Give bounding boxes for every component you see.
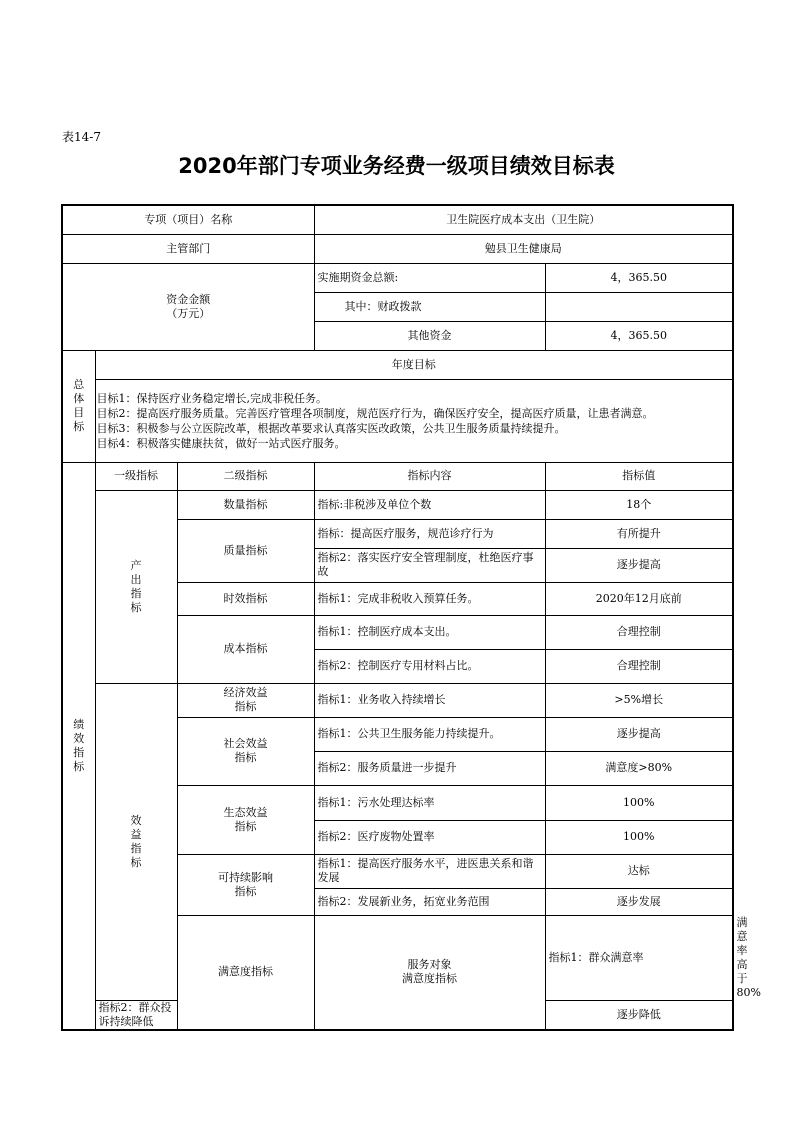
page-title: 2020年部门专项业务经费一级项目绩效目标表 [178,154,615,178]
table-row [62,205,733,234]
indicator-value: 逐步降低 [545,1000,733,1030]
other-funds-label: 其他资金 [314,321,545,350]
header-value: 指标值 [545,462,733,490]
fiscal-funds-label: 其中：财政拨款 [314,292,545,321]
dept-label: 主管部门 [62,234,314,263]
indicator-value: 2020年12月底前 [545,582,733,615]
indicator-value: 满意度>80% [545,751,733,785]
indicator-value: 达标 [545,854,733,888]
indicator-content: 指标1：公共卫生服务能力持续提升。 [314,717,545,751]
indicator-value: 合理控制 [545,615,733,649]
ecological-indicator-label: 生态效益 指标 [177,785,314,854]
indicator-value: 18个 [545,490,733,519]
cost-indicator-label: 成本指标 [177,615,314,683]
indicator-content: 指标:非税涉及单位个数 [314,490,545,519]
satisfaction-indicator-label: 满意度指标 [177,915,314,1030]
fiscal-funds-value [545,292,733,321]
output-indicator-label: 产 出 指 标 [95,490,177,683]
table-row [62,683,733,717]
table-row [62,379,733,462]
overall-goal-side-label: 总 体 目 标 [62,350,95,462]
indicator-content: 指标2：群众投诉持续降低 [95,1000,177,1030]
indicator-value: 有所提升 [545,519,733,548]
indicator-content: 指标1：业务收入持续增长 [314,683,545,717]
goal-4: 目标4：积极落实健康扶贫，做好一站式医疗服务。 [96,436,346,450]
header-content: 指标内容 [314,462,545,490]
indicator-content: 指标1：提高医疗服务水平，进医患关系和谐发展 [314,854,545,888]
indicator-value: 逐步提高 [545,717,733,751]
indicator-value: 合理控制 [545,649,733,683]
economic-indicator-label: 经济效益 指标 [177,683,314,717]
performance-table [61,204,761,1031]
header-level2: 二级指标 [177,462,314,490]
header-level1: 一级指标 [95,462,177,490]
total-funds-label: 实施期资金总额: [314,263,545,292]
indicator-content: 指标1：控制医疗成本支出。 [314,615,545,649]
indicator-content: 指标2：医疗废物处置率 [314,820,545,854]
dept-value: 勉县卫生健康局 [314,234,733,263]
indicator-value: 100% [545,785,733,820]
annual-goals [95,379,733,462]
goal-2: 目标2：提高医疗服务质量。完善医疗管理各项制度，规范医疗行为，确保医疗安全，提高医疗质量，让患者满意。 [96,406,654,420]
other-funds-value: 4，365.50 [545,321,733,350]
goal-1: 目标1：保持医疗业务稳定增长,完成非税任务。 [96,391,327,405]
timeliness-indicator-label: 时效指标 [177,582,314,615]
indicator-value: 逐步发展 [545,888,733,915]
project-name-value: 卫生院医疗成本支出（卫生院） [314,205,733,234]
indicator-value: 逐步提高 [545,548,733,582]
indicator-value: 100% [545,820,733,854]
performance-side-label: 绩 效 指 标 [62,462,95,1030]
quantity-indicator-label: 数量指标 [177,490,314,519]
indicator-content: 指标1：完成非税收入预算任务。 [314,582,545,615]
indicator-content: 指标2：控制医疗专用材料占比。 [314,649,545,683]
funds-label-line1: 资金金额 [166,292,211,306]
service-satisfaction-label: 服务对象 满意度指标 [314,915,545,1030]
table-row [62,263,733,292]
table-row [62,490,733,519]
benefit-indicator-label: 效 益 指 标 [95,683,177,1000]
indicator-content: 指标2：落实医疗安全管理制度，杜绝医疗事故 [314,548,545,582]
indicator-value: >5%增长 [545,683,733,717]
indicator-content: 指标1：群众满意率 [545,915,733,1000]
funds-label-line2: （万元） [166,306,211,320]
total-funds-value: 4，365.50 [545,263,733,292]
sustainable-indicator-label: 可持续影响 指标 [177,854,314,915]
annual-goal-label: 年度目标 [95,350,733,379]
indicator-content: 指标：提高医疗服务，规范诊疗行为 [314,519,545,548]
table-row [62,234,733,263]
table-number: 表14-7 [62,130,101,144]
indicator-content: 指标1：污水处理达标率 [314,785,545,820]
table-row [62,462,733,490]
funds-label [62,263,314,350]
table-row [62,350,733,379]
quality-indicator-label: 质量指标 [177,519,314,582]
table-row: 满意度指标 服务对象 满意度指标 指标1：群众满意率 满意率高于80% [62,915,733,1000]
social-indicator-label: 社会效益 指标 [177,717,314,785]
project-name-label: 专项（项目）名称 [62,205,314,234]
indicator-content: 指标2：发展新业务，拓宽业务范围 [314,888,545,915]
indicator-content: 指标2：服务质量进一步提升 [314,751,545,785]
goal-3: 目标3：积极参与公立医院改革，根据改革要求认真落实医改政策，公共卫生服务质量持续提升。 [96,421,566,435]
